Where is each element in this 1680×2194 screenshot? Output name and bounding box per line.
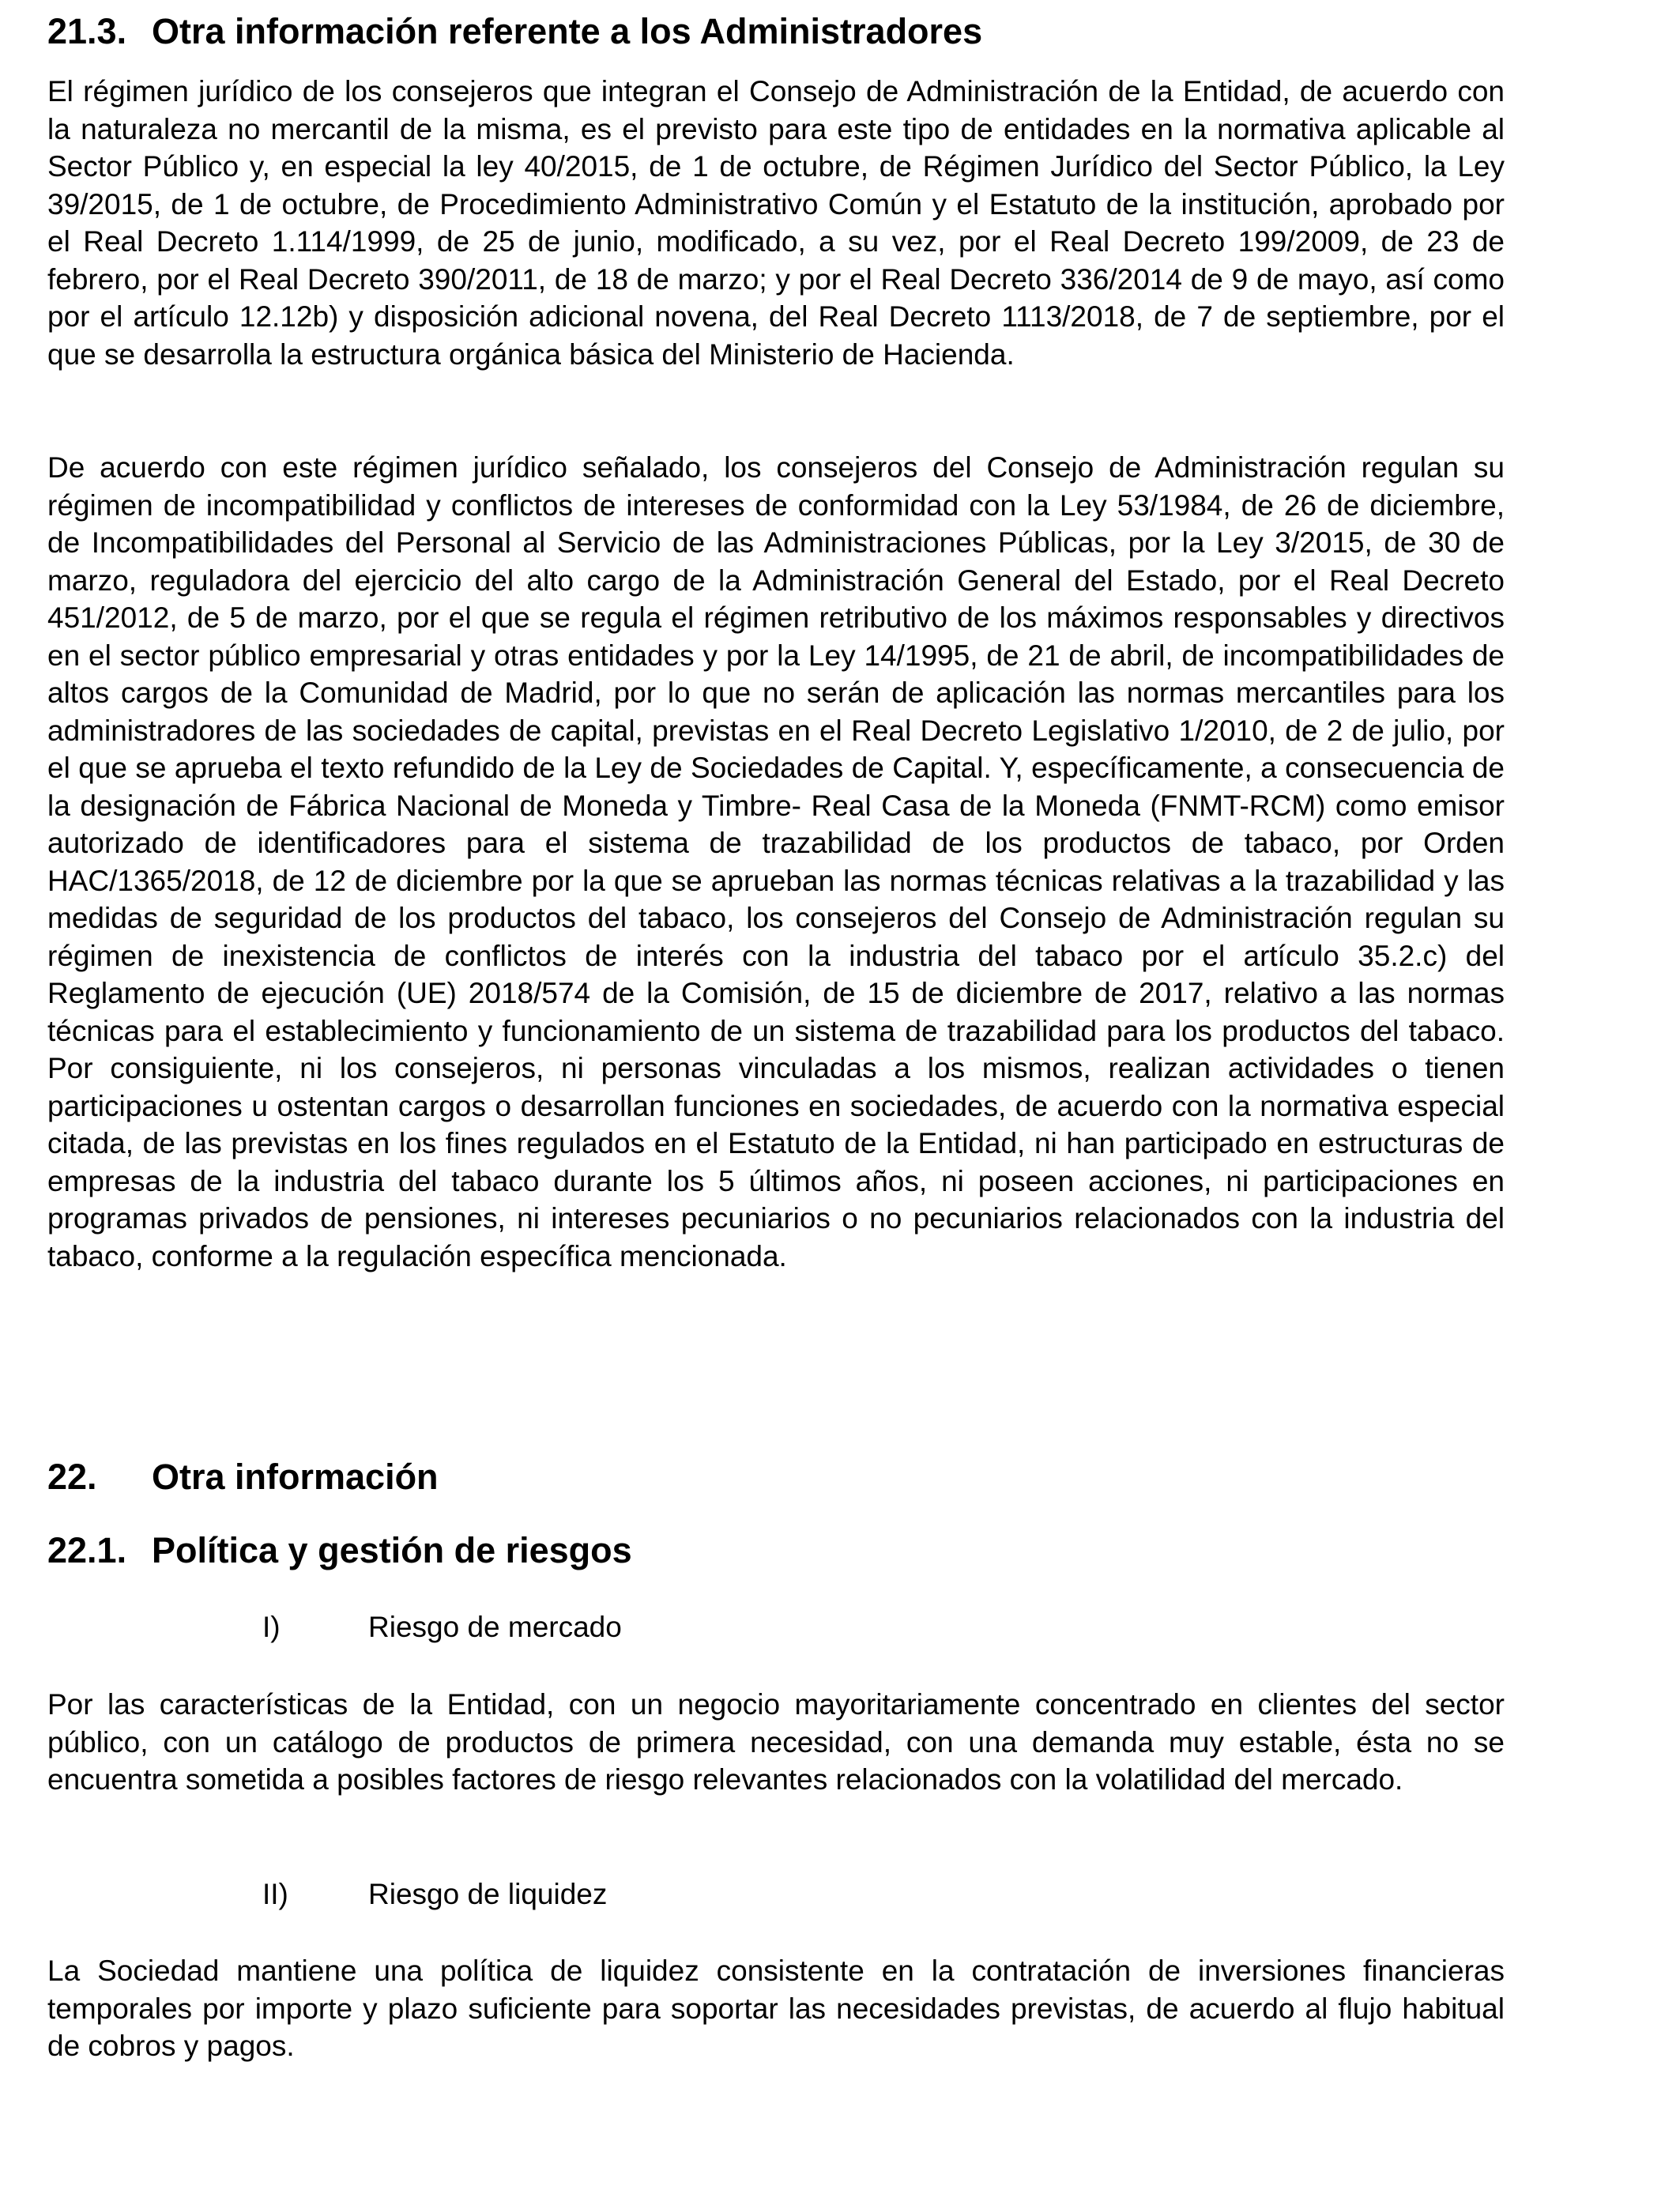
list-item-riesgo-liquidez: [262, 1875, 607, 1913]
list-item-title: Riesgo de mercado: [368, 1611, 622, 1643]
paragraph-riesgo-mercado: Por las características de la Entidad, con un negocio mayoritariamente concentrado en clientes del sector público, con un catálogo de productos de primera necesidad, con una demanda muy estable, ésta no se encuentra sometida a posibles factores de riesgo relevantes relacionados con la volatilidad del mercado.: [47, 1688, 1505, 1796]
heading-21-3: [47, 11, 982, 52]
heading-22-1-number: 22.1.: [47, 1530, 127, 1570]
heading-22-1: [47, 1530, 632, 1571]
paragraph-21-3-incompatibilidades: De acuerdo con este régimen jurídico señalado, los consejeros del Consejo de Administración regulan su régimen de incompatibilidad y conflictos de intereses de conformidad con la Ley 53/1984, de 26 de diciembre, de Incompatibilidades del Personal al Servicio de las Administraciones Públicas, por la Ley 3/2015, de 30 de marzo, reguladora del ejercicio del alto cargo de la Administración General del Estado, por el Real Decreto 451/2012, de 5 de marzo, por el que se regula el régimen retributivo de los máximos responsables y directivos en el sector público empresarial y otras entidades y por la Ley 14/1995, de 21 de abril, de incompatibilidades de altos cargos de la Comunidad de Madrid, por lo que no serán de aplicación las normas mercantiles para los administradores de las sociedades de capital, previstas en el Real Decreto Legislativo 1/2010, de 2 de julio, por el que se aprueba el texto refundido de la Ley de Sociedades de Capital. Y, específicamente, a consecuencia de la designación de Fábrica Nacional de Moneda y Timbre- Real Casa de la Moneda (FNMT-RCM) como emisor autorizado de identificadores para el sistema de trazabilidad de los productos de tabaco, por Orden HAC/1365/2018, de 12 de diciembre por la que se aprueban las normas técnicas relativas a la trazabilidad y las medidas de seguridad de los productos del tabaco, los consejeros del Consejo de Administración regulan su régimen de inexistencia de conflictos de interés con la industria del tabaco por el artículo 35.2.c) del Reglamento de ejecución (UE) 2018/574 de la Comisión, de 15 de diciembre de 2017, relativo a las normas técnicas para el establecimiento y funcionamiento de un sistema de trazabilidad para los productos del tabaco. Por consiguiente, ni los consejeros, ni personas vinculadas a los mismos, realizan actividades o tienen participaciones u ostentan cargos o desarrollan funciones en sociedades, de acuerdo con la normativa especial citada, de las previstas en los fines regulados en el Estatuto de la Entidad, ni han participado en estructuras de empresas de la industria del tabaco durante los 5 últimos años, ni poseen acciones, ni participaciones en programas privados de pensiones, ni intereses pecuniarios o no pecuniarios relacionados con la industria del tabaco, conforme a la regulación específica mencionada.: [47, 451, 1505, 1272]
list-item-title: Riesgo de liquidez: [368, 1878, 608, 1910]
heading-22-number: 22.: [47, 1457, 97, 1497]
list-item-riesgo-mercado: [262, 1608, 622, 1646]
heading-22-title: Otra información: [152, 1457, 439, 1497]
paragraph-21-3-regimen-juridico: El régimen jurídico de los consejeros que integran el Consejo de Administración de la Entidad, de acuerdo con la naturaleza no mercantil de la misma, es el previsto para este tipo de entidades en la normativa aplicable al Sector Público y, en especial la ley 40/2015, de 1 de octubre, de Régimen Jurídico del Sector Público, la Ley 39/2015, de 1 de octubre, de Procedimiento Administrativo Común y el Estatuto de la institución, aprobado por el Real Decreto 1.114/1999, de 25 de junio, modificado, a su vez, por el Real Decreto 199/2009, de 23 de febrero, por el Real Decreto 390/2011, de 18 de marzo; y por el Real Decreto 336/2014 de 9 de mayo, así como por el artículo 12.12b) y disposición adicional novena, del Real Decreto 1113/2018, de 7 de septiembre, por el que se desarrolla la estructura orgánica básica del Ministerio de Hacienda.: [47, 75, 1505, 371]
list-item-numeral: I): [262, 1611, 281, 1643]
heading-21-3-title: Otra información referente a los Administradores: [152, 11, 983, 51]
list-item-numeral: II): [262, 1878, 288, 1910]
heading-21-3-number: 21.3.: [47, 11, 127, 51]
heading-22: [47, 1457, 439, 1498]
heading-22-1-title: Política y gestión de riesgos: [152, 1530, 632, 1570]
paragraph-riesgo-liquidez: La Sociedad mantiene una política de liquidez consistente en la contratación de inversiones financieras temporales por importe y plazo suficiente para soportar las necesidades previstas, de acuerdo al flujo habitual de cobros y pagos.: [47, 1955, 1505, 2062]
